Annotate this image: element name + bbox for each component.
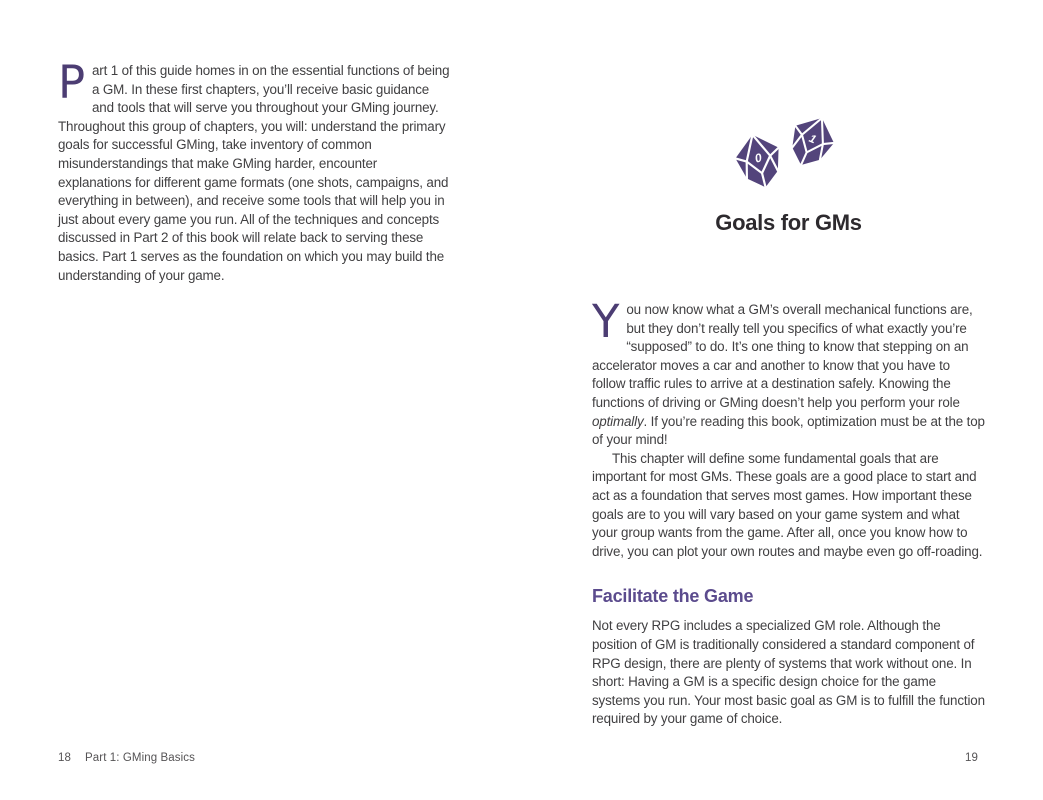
chapter-intro-paragraph: You now know what a GM’s overall mechanical functions are, but they don’t really tell you specifics of what exactly you’re “supposed” to do. It’s one thing to know that stepping on an accelerator moves a car and another to know that you have to follow traffic rules to arrive at a destination safely. Knowing the functions of driving or GMing doesn’t help you perform your role optimally. If you’re reading this book, optimization must be at the top of your mind!: [592, 295, 985, 448]
d10-die-zero-icon: [728, 127, 791, 195]
die-face-number: 1: [806, 132, 818, 147]
right-page-number: 19: [965, 752, 978, 764]
d10-die-one-icon: [779, 107, 844, 176]
section-heading: Facilitate the Game: [592, 586, 754, 607]
part-intro-paragraph: Part 1 of this guide homes in on the essential functions of being a GM. In these first chapters, you’ll receive basic guidance and tools that will serve you throughout your GMing journey. Throughout this group of chapters, you will: understand the primary goals for successful GMing, take inventory of common misunderstandings that make GMing harder, encounter explanations for different game formats (one shots, campaigns, and everything in between), and receive some tools that will help you in just about every game you run. All of the techniques and concepts discussed in Part 2 of this book will relate back to serving these basics. Part 1 serves as the foundation on which you may build the understanding of your game.: [58, 56, 450, 283]
right-page-footer: [965, 752, 978, 764]
right-page: [592, 0, 985, 800]
left-page-number: 18: [58, 752, 71, 764]
running-section-label: Part 1: GMing Basics: [85, 752, 196, 764]
chapter-dice-ornament: [592, 112, 985, 208]
die-face-number: 0: [753, 150, 764, 166]
left-page-footer: [58, 752, 195, 764]
left-page: [58, 56, 450, 285]
chapter-second-paragraph: This chapter will define some fundamental goals that are important for most GMs. These goals are a good place to start and act as a foundation that serves most games. How important these goals are to you will vary based on your game system and what your group wants from the game. After all, once you know how to drive, you can plot your own routes and maybe even go off-roading.: [592, 450, 983, 559]
chapter-title: Goals for GMs: [715, 210, 862, 235]
section-paragraph: Not every RPG includes a specialized GM role. Although the position of GM is traditionally considered a standard component of RPG design, there are plenty of systems that work without one. In short: Having a GM is a specific design choice for the game systems you run. Your most basic goal as GM is to fulfill the function required by your game of choice.: [592, 618, 985, 727]
chapter-body: [592, 295, 985, 729]
